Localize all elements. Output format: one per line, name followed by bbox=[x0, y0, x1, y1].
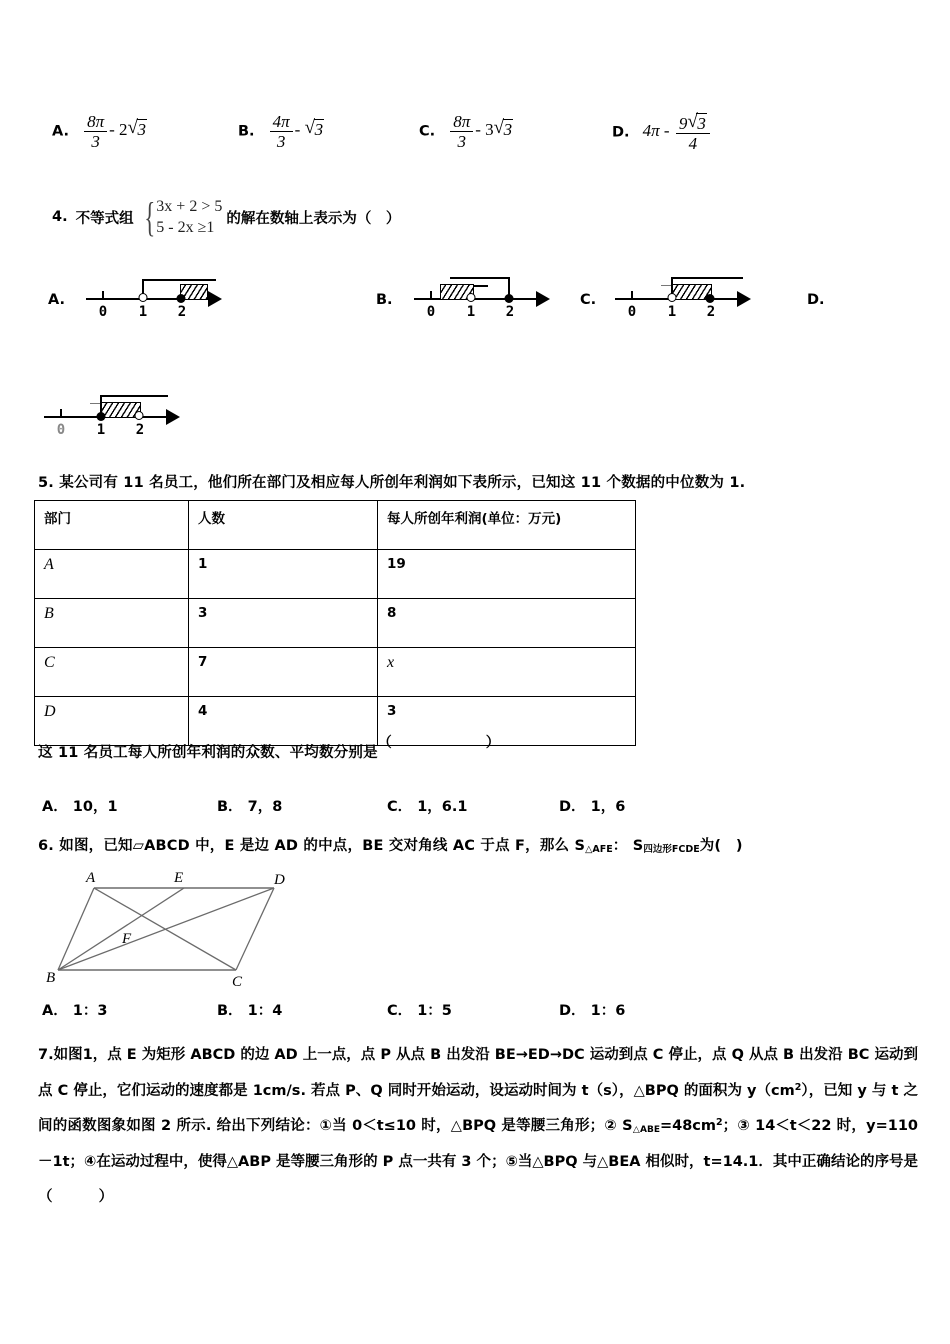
vertex-label-E: E bbox=[174, 870, 184, 886]
profit-table bbox=[34, 500, 636, 746]
choice-C-q3[interactable] bbox=[419, 112, 513, 151]
left-brace-icon: { bbox=[144, 193, 155, 240]
open-endpoint-at-1 bbox=[668, 293, 677, 302]
choice-A-q6-text: 1：3 bbox=[72, 1003, 108, 1019]
fraction-numerator: 8π bbox=[87, 112, 105, 131]
cell-department: B bbox=[35, 599, 189, 648]
axis-arrow-icon bbox=[737, 291, 751, 307]
table-row bbox=[35, 648, 636, 697]
sqrt-icon bbox=[494, 118, 514, 140]
choice-B-q3[interactable] bbox=[238, 112, 324, 151]
answer-blank-parentheses: （ ） bbox=[377, 735, 522, 751]
minus-sign: - bbox=[294, 120, 301, 140]
bracket-top-bar bbox=[671, 277, 743, 279]
choice-C-q5[interactable] bbox=[387, 795, 559, 816]
fraction-denominator: 3 bbox=[270, 131, 293, 151]
numerator-coefficient: 9 bbox=[678, 114, 688, 133]
fraction-4pi-over-3 bbox=[270, 112, 293, 151]
inequality-line-1: 3x + 2 > 5 bbox=[156, 198, 223, 215]
subscript-quadrilateral-fcde: 四边形FCDE bbox=[643, 844, 700, 855]
radicand: 3 bbox=[697, 114, 706, 133]
cell-department: C bbox=[35, 648, 189, 697]
cell-department: D bbox=[35, 697, 189, 746]
choice-D-q5[interactable] bbox=[559, 795, 625, 816]
choice-B-q5-text: 7，8 bbox=[247, 799, 283, 815]
minus-sign: - bbox=[663, 121, 670, 141]
number-line-D[interactable] bbox=[44, 390, 194, 442]
question6-number: 6. bbox=[38, 838, 54, 854]
choice-A-q4-label[interactable]: A. bbox=[48, 292, 65, 308]
question7-text-a: 如图1，点 E 为矩形 ABCD 的边 AD 上一点，点 P 从点 B 出发沿 BE→ED→DC 运动到点 C 停止，点 Q 从点 B 出发沿 BC 运动到点 C 停止，它们运动的速度都是 1cm/s. 若点 P、Q 同时开始运动，设运动时间为 t（s），△BPQ 的面积为 y（cm bbox=[38, 1047, 918, 1099]
choice-D-q5-text: 1，6 bbox=[590, 799, 626, 815]
choice-D-q3-label: D. bbox=[612, 124, 630, 141]
subscript-triangle-afe: △AFE bbox=[585, 844, 613, 855]
fraction-denominator: 3 bbox=[84, 131, 107, 151]
open-endpoint-at-1 bbox=[139, 293, 148, 302]
fraction-8pi-over-3 bbox=[450, 112, 473, 151]
choice-D-q6-label: D． bbox=[559, 1003, 586, 1019]
inequality-rows bbox=[156, 196, 222, 238]
cell-count: 7 bbox=[189, 648, 378, 697]
superscript-square-2: 2 bbox=[716, 1117, 723, 1129]
radical-coefficient: 3 bbox=[485, 120, 494, 140]
vertex-label-F: F bbox=[122, 931, 132, 947]
sqrt-icon bbox=[687, 112, 707, 133]
choice-A-q5-text: 10，1 bbox=[72, 799, 118, 815]
question7-text-b: ），已知 y 与 t 之间的函数图象如图 2 所示. 给出下列结论：①当 0＜t≤10 时，△BPQ 是等腰三角形；② S bbox=[38, 1082, 918, 1135]
tick-label-2: 2 bbox=[505, 304, 515, 320]
choice-A-q5[interactable] bbox=[42, 795, 217, 816]
tick-0 bbox=[60, 409, 62, 416]
closed-endpoint-at-2 bbox=[505, 294, 514, 303]
question6-choices bbox=[42, 999, 742, 1020]
question7-stem bbox=[38, 1038, 918, 1216]
choice-A-q5-label: A． bbox=[42, 799, 68, 815]
question3-choices-row bbox=[52, 100, 898, 158]
radicand: 3 bbox=[503, 120, 513, 140]
question7-text-c: =48cm bbox=[659, 1118, 717, 1135]
cell-count: 1 bbox=[189, 550, 378, 599]
choice-C-q5-label: C． bbox=[387, 799, 413, 815]
question4-number: 4. bbox=[52, 209, 68, 226]
tick-label-1: 1 bbox=[96, 422, 106, 438]
question5-after-table bbox=[38, 735, 522, 768]
column-header-department: 部门 bbox=[35, 501, 189, 550]
choice-A-q3[interactable] bbox=[52, 112, 147, 151]
choice-C-q5-text: 1，6.1 bbox=[417, 799, 468, 815]
choice-A-q3-body bbox=[82, 112, 147, 152]
choice-B-q3-body bbox=[268, 112, 324, 152]
column-header-count: 人数 bbox=[189, 501, 378, 550]
tick-label-2: 2 bbox=[135, 422, 145, 438]
vertex-label-C: C bbox=[232, 974, 243, 990]
tick-0 bbox=[102, 291, 104, 298]
cell-department: A bbox=[35, 550, 189, 599]
choice-C-q6[interactable] bbox=[387, 999, 559, 1020]
question5-number: 5. bbox=[38, 475, 54, 491]
closed-endpoint-at-1 bbox=[97, 412, 106, 421]
superscript-square-1: 2 bbox=[794, 1081, 802, 1093]
leading-term: 4π bbox=[642, 121, 660, 141]
choice-C-q6-label: C． bbox=[387, 1003, 413, 1019]
choice-A-q6-label: A． bbox=[42, 1003, 68, 1019]
question7-text-d: ；③ 14＜t＜22 时，y=110－1t；④在运动过程中，使得△ABP 是等腰三角形的 P 点一共有 3 个；⑤当△BPQ 与△BEA 相似时，t=14.1．其中正确结论的序号是（ bbox=[38, 1118, 918, 1206]
table-row bbox=[35, 550, 636, 599]
fraction-numerator bbox=[676, 112, 710, 133]
choice-D-q4-label[interactable]: D. bbox=[807, 292, 825, 308]
question7-text-e: ） bbox=[98, 1189, 114, 1206]
axis-line bbox=[414, 298, 542, 300]
axis-arrow-icon bbox=[166, 409, 180, 425]
table-row bbox=[35, 697, 636, 746]
vertex-label-A: A bbox=[86, 870, 96, 886]
fraction-numerator: 8π bbox=[453, 112, 471, 131]
choice-B-q4-label[interactable]: B. bbox=[376, 292, 393, 308]
inequality-line-2: 5 - 2x ≥1 bbox=[156, 219, 215, 237]
tick-0 bbox=[430, 291, 432, 298]
question4-text-after: 的解在数轴上表示为（ ） bbox=[226, 210, 401, 227]
bracket-top-bar bbox=[142, 279, 216, 281]
question4-text-before: 不等式组 bbox=[75, 210, 134, 227]
open-endpoint-at-2 bbox=[135, 411, 144, 420]
open-endpoint-at-1 bbox=[467, 293, 476, 302]
axis-arrow-icon bbox=[536, 291, 550, 307]
bracket-top-bar bbox=[450, 277, 509, 279]
parallelogram-figure bbox=[46, 866, 296, 996]
table-header-row bbox=[35, 501, 636, 550]
cell-profit: x bbox=[378, 648, 636, 697]
table-row bbox=[35, 599, 636, 648]
choice-A-q6[interactable] bbox=[42, 999, 217, 1020]
choice-C-q3-label: C. bbox=[419, 123, 436, 140]
tick-label-0: 0 bbox=[56, 422, 66, 438]
choice-C-q4-label[interactable]: C. bbox=[580, 292, 597, 308]
question6-text-1: 如图，已知▱ABCD 中，E 是边 AD 的中点，BE 交对角线 AC 于点 F，那么 S bbox=[59, 838, 586, 854]
choice-D-q6[interactable] bbox=[559, 999, 625, 1020]
minus-sign: - bbox=[475, 120, 481, 140]
choice-A-q3-label: A. bbox=[52, 123, 69, 140]
question5-stem bbox=[38, 470, 745, 498]
question5-after-text: 这 11 名员工每人所创年利润的众数、平均数分别是 bbox=[38, 745, 378, 761]
tick-label-1: 1 bbox=[138, 304, 148, 320]
vertex-label-D: D bbox=[274, 872, 285, 888]
cell-profit: 8 bbox=[378, 599, 636, 648]
number-line-C[interactable] bbox=[615, 272, 765, 324]
question5-text: 某公司有 11 名员工，他们所在部门及相应每人所创年利润如下表所示，已知这 11 个数据的中位数为 1. bbox=[59, 475, 746, 491]
minus-sign: - bbox=[109, 120, 115, 140]
radical-coefficient: 2 bbox=[119, 120, 128, 140]
question6-text-2: ： S bbox=[612, 838, 644, 854]
sqrt-icon bbox=[128, 118, 148, 140]
choice-C-q3-body bbox=[448, 112, 513, 152]
cell-count: 4 bbox=[189, 697, 378, 746]
table-body bbox=[35, 550, 636, 746]
vertex-label-B: B bbox=[46, 970, 56, 986]
fraction-denominator: 3 bbox=[450, 131, 473, 151]
radicand: 3 bbox=[137, 120, 147, 140]
tick-0 bbox=[631, 291, 633, 298]
tick-label-0: 0 bbox=[426, 304, 436, 320]
tick-label-2: 2 bbox=[706, 304, 716, 320]
choice-B-q5[interactable] bbox=[217, 795, 387, 816]
tick-label-0: 0 bbox=[98, 304, 108, 320]
question4-stem bbox=[52, 193, 401, 240]
sqrt-icon bbox=[305, 118, 325, 140]
table-head bbox=[35, 501, 636, 550]
column-header-profit: 每人所创年利润(单位：万元) bbox=[378, 501, 636, 550]
choice-B-q5-label: B． bbox=[217, 799, 243, 815]
subscript-triangle-abe: △ABE bbox=[632, 1125, 660, 1136]
bracket-top-bar bbox=[100, 395, 168, 397]
choice-D-q5-label: D． bbox=[559, 799, 586, 815]
number-line-A[interactable] bbox=[86, 272, 236, 324]
inequality-system bbox=[140, 193, 223, 240]
fraction-denominator: 4 bbox=[676, 133, 710, 153]
closed-endpoint-at-2 bbox=[706, 294, 715, 303]
fraction-9sqrt3-over-4 bbox=[676, 112, 710, 153]
choice-B-q6-label: B． bbox=[217, 1003, 243, 1019]
choice-C-q6-text: 1：5 bbox=[417, 1003, 452, 1019]
axis-arrow-icon bbox=[208, 291, 222, 307]
tick-label-2: 2 bbox=[177, 304, 187, 320]
cell-profit: 3 bbox=[378, 697, 636, 746]
choice-D-q6-text: 1：6 bbox=[590, 1003, 626, 1019]
cell-profit: 19 bbox=[378, 550, 636, 599]
cell-count: 3 bbox=[189, 599, 378, 648]
parallelogram-svg bbox=[46, 866, 296, 991]
tick-label-1: 1 bbox=[466, 304, 476, 320]
number-line-B[interactable] bbox=[414, 272, 564, 324]
closed-endpoint-at-2 bbox=[177, 294, 186, 303]
choice-B-q6-text: 1：4 bbox=[247, 1003, 283, 1019]
question7-number: 7. bbox=[38, 1047, 54, 1063]
radicand: 3 bbox=[314, 120, 324, 140]
question6-text-3: 为( ) bbox=[699, 838, 743, 854]
choice-D-q3-body bbox=[642, 114, 712, 154]
tick-label-0: 0 bbox=[627, 304, 637, 320]
choice-D-q3[interactable] bbox=[612, 112, 712, 153]
answer-blank bbox=[53, 1189, 99, 1205]
fraction-8pi-over-3 bbox=[84, 112, 107, 151]
fraction-numerator: 4π bbox=[272, 112, 290, 131]
tick-label-1: 1 bbox=[667, 304, 677, 320]
question5-choices bbox=[42, 795, 742, 816]
choice-B-q3-label: B. bbox=[238, 123, 255, 140]
choice-B-q6[interactable] bbox=[217, 999, 387, 1020]
question6-stem bbox=[38, 833, 743, 861]
